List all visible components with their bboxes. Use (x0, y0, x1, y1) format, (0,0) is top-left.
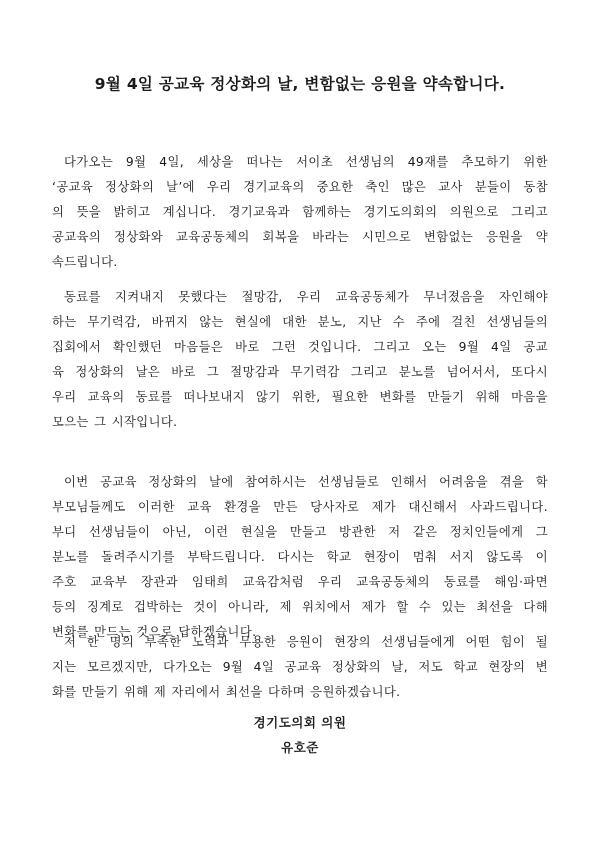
paragraph-line: 다가오는 9월 4일, 세상을 떠나는 서이초 선생님의 49재를 추모하기 위한 (64, 155, 548, 169)
paragraph-2 (52, 285, 548, 435)
paragraph-1 (52, 150, 548, 275)
paragraph-line: 모으는 그 시작입니다. (52, 415, 178, 429)
signature-name: 유호준 (281, 740, 319, 755)
paragraph-4 (52, 630, 548, 705)
paragraph-line: 저 한 명의 부족한 노력과 무용한 응원이 현장의 선생님들에게 어떤 힘이 될 (64, 635, 548, 649)
paragraph-line: 이번 공교육 정상화의 날에 참여하시는 선생님들로 인해서 어려움을 겪을 학 (64, 475, 548, 489)
paragraph-line: 지는 모르겠지만, 다가오는 9월 4일 공교육 정상화의 날, 저도 학교 현장의 변 (52, 660, 548, 674)
paragraph-line: 하는 무기력감, 바뀌지 않는 현실에 대한 분노, 지난 수 주에 걸친 선생님들의 (52, 315, 548, 329)
paragraph-line: 공교육의 정상화와 교육공동체의 회복을 바라는 시민으로 변함없는 응원을 약 (52, 230, 548, 244)
paragraph-line: 주호 교육부 장관과 임태희 교육감처럼 우리 교육공동체의 동료를 해임·파면 (52, 575, 548, 589)
paragraph-line: 분노를 돌려주시기를 부탁드립니다. 다시는 학교 현장이 멈춰 서지 않도록 이 (52, 550, 548, 564)
paragraph-line: 의 뜻을 밝히고 계십니다. 경기교육과 함께하는 경기도의회의 의원으로 그리고 (52, 205, 548, 219)
paragraph-line: 집회에서 확인했던 마음들은 바로 그런 것입니다. 그리고 오는 9월 4일 공교 (52, 340, 548, 354)
signature-position: 경기도의회 의원 (253, 715, 347, 730)
paragraph-line: 화를 만들기 위해 제 자리에서 최선을 다하며 응원하겠습니다. (52, 685, 401, 699)
paragraph-line: 동료를 지켜내지 못했다는 절망감, 우리 교육공동체가 무너졌음을 자인해야 (64, 290, 548, 304)
paragraph-line: 속드립니다. (52, 255, 118, 269)
paragraph-line: 변화를 만드는 것으로 답하겠습니다. (52, 625, 257, 639)
paragraph-line: 등의 징계로 겁박하는 것이 아니라, 제 위치에서 제가 할 수 있는 최선을 다해 (52, 600, 548, 614)
paragraph-line: 우리 교육의 동료를 떠나보내지 않기 위한, 필요한 변화를 만들기 위해 마음을 (52, 390, 548, 404)
paragraph-3 (52, 470, 548, 645)
paragraph-line: 부디 선생님들이 아닌, 이런 현실을 만들고 방관한 저 같은 정치인들에게 그 (52, 525, 548, 539)
document-title: 9월 4일 공교육 정상화의 날, 변함없는 응원을 약속합니다. (94, 75, 506, 93)
paragraph-line: ‘공교육 정상화의 날’에 우리 경기교육의 중요한 축인 많은 교사 분들이 동참 (52, 180, 548, 194)
paragraph-line: 육 정상화의 날은 바로 그 절망감과 무기력감 그리고 분노를 넘어서서, 또다시 (52, 365, 548, 379)
paragraph-line: 부모님들께도 이러한 교육 환경을 만든 당사자로 제가 대신해서 사과드립니다. (52, 500, 548, 514)
